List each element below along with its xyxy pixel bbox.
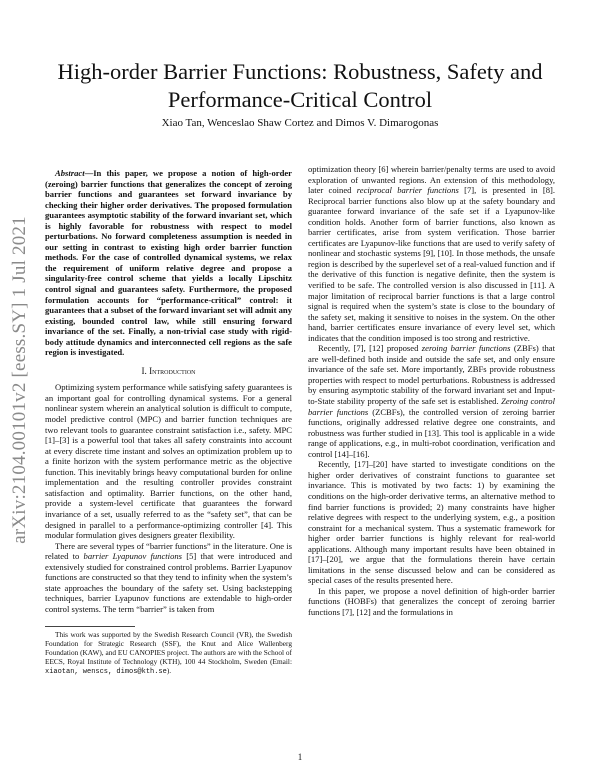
paragraph-text: [7], is presented in [8]. Reciprocal barrier functions also blow up at the safety boundary and guarantee forward invariance of the safe set if a Lyapunov-like condition holds. Another form of barrier functions, also known as barrier certificates, arise from system verification. Those barrier certificates are Lyapunov-like functions that are used to verify safety of nonlinear and stochastic systems [9], [10]. In those methods, the unsafe region is described by the superlevel set of a real-valued function and if the derivative of this function is negative definite, then the system is verified to be safe. The controlled version is also discussed in [11]. A major limitation of reciprocal barrier functions is that a large control signal is required when the system’s state is close to the boundary of the safety set, making it sensitive to noises in the system. On the other hand, barrier certificates ensure invariance of every level set, which indicates that the condition imposed is too strong and restrictive. (308, 185, 555, 343)
arxiv-identifier: arXiv:2104.00101v2 [eess.SY] 1 Jul 2021 (9, 216, 31, 544)
footnote-end: ). (166, 666, 172, 676)
paragraph-text: [5] that were introduced and extensively studied for constrained control problems. Barrier Lyapunov functions are constructed so that they tend to infinity when the system’s state approaches the boundary of the safety set. Using backstepping techniques, barrier Lyapunov functions are extendable to high-order control systems. The term “barrier” is taken from (45, 551, 292, 614)
section-heading-introduction: I. Introduction (141, 365, 196, 376)
arxiv-sidebar (5, 170, 35, 590)
paragraph-text: (ZCBFs), the controlled version of zeroing barrier functions, originally addressed relative degree one constraints, and robustness was further studied in [13]. This tool is applicable in a wide range of applications, e.g., in multi-robot coordination, verification and control [14]–[16]. (308, 406, 555, 459)
body-paragraph (308, 459, 555, 586)
footnote-emails: xiaotan, wenscs, dimos@kth.se (45, 668, 167, 677)
left-column (45, 168, 292, 677)
body-paragraph (45, 382, 292, 540)
abstract (45, 168, 292, 358)
paragraph-text: (ZBFs) that are well-defined both inside and outside the safe set, and only ensure invariance of the safe set. More importantly, ZBFs provide robustness properties with respect to model perturbations. Robustness is addressed by ensuring asymptotic stability of the forward invariant set and Input-to-State stability property of the safe set is established. (308, 343, 555, 407)
paper-title: High-order Barrier Functions: Robustness, Safety and Performance-Critical Control (57, 59, 543, 112)
emphasized-term: zeroing barrier functions (421, 343, 511, 354)
body-paragraph (308, 164, 555, 343)
emphasized-term: Zeroing control barrier functions (308, 396, 555, 417)
paragraph-text: Recently, [7], [12] proposed (318, 343, 422, 354)
paper-authors: Xiao Tan, Wenceslao Shaw Cortez and Dimos V. Dimarogonas (161, 117, 439, 129)
left-paragraphs (45, 382, 292, 614)
abstract-text: —In this paper, we propose a notion of high-order (zeroing) barrier functions that generalizes the concept of zeroing barrier functions and guarantees set forward invariance by checking their higher order derivatives. The proposed formulation guarantees asymptotic stability of the forward invariant set, which is highly favorable for robustness with respect to model perturbations. No forward completeness assumption is needed in our setting in contrast to existing high order barrier function methods. For the case of controlled dynamical systems, we relax the requirement of uniform relative degree and propose a singularity-free control scheme that yields a locally Lipschitz control signal and guarantees safety. Furthermore, the proposed formulation accounts for “performance-critical” control: it guarantees that a subset of the forward invariant set will admit any existing, bounded control law, while still ensuring forward invariance of the set. Finally, a non-trivial case study with rigid-body attitude dynamics and interconnected cell regions as the safe region is investigated. (45, 168, 292, 358)
right-paragraphs (308, 164, 555, 618)
paragraph-text: There are several types of “barrier functions” in the literature. One is related to (45, 540, 292, 562)
paragraph-text: Recently, [17]–[20] have started to investigate conditions on the higher order derivatives of constraint functions to guarantee set invariance. This is motivated by two facts: 1) by examining the conditions on the high-order derivative terms, an alternative method to find barrier functions is provided; 2) many constraints have higher relative degrees with respect to the underlying system, e.g., a position constraint for a mechanical system. Thus a systematic framework for higher order barrier functions is highly relevant for real-world applications. Although many important results have been obtained in [17]–[20], we argue that the formulations therein have certain limitations in the sense discussed below and can be considered as special cases of the results presented here. (308, 459, 555, 586)
footnote-text: This work was supported by the Swedish Research Council (VR), the Swedish Foundation for Strategic Research (SSF), the Knut and Alice Wallenberg Foundation (KAW), and EU CANOPIES project. The authors are with the School of EECS, Royal Institute of Technology (KTH), 100 44 Stockholm, Sweden (Email: (45, 630, 292, 667)
right-column (308, 164, 555, 618)
paragraph-text: optimization theory [6] wherein barrier/penalty terms are used to avoid exploration of unwanted regions. An extension of this methodology, later coined (308, 164, 555, 196)
paragraph-text: Optimizing system performance while satisfying safety guarantees is an important goal for controlling dynamical systems. For a general nonlinear system wherein an analytical solution is difficult to compute, model predictive control (MPC) and barrier function techniques are two relevant tools to guarantee constraint satisfaction i.e., safety. MPC [1]–[3] is a powerful tool that takes all safety constraints into account at every discrete time instant and solves an optimization problem up to a finite horizon with the system performance metric as the objective function. This inevitably brings heavy computational burden for online implementation and the resulting controller provides constraint satisfaction and optimality. Barrier functions, on the other hand, provide a system-level certificate that guarantees the forward invariance of a set, usually referred to as the “safety set”, that can be designed in parallel to a performance-optimizing controller [4]. This modular formulation gives designers greater flexibility. (45, 382, 292, 541)
footnote-rule (45, 626, 135, 627)
body-paragraph (308, 586, 555, 618)
emphasized-term: reciprocal barrier functions (356, 185, 459, 196)
abstract-label: Abstract (55, 168, 85, 178)
funding-footnote (45, 630, 292, 677)
page-number: 1 (297, 752, 303, 762)
body-paragraph (308, 343, 555, 459)
paragraph-text: In this paper, we propose a novel definition of high-order barrier functions (HOBFs) that generalizes the concept of zeroing barrier functions [7], [12] and the formulations in (308, 585, 555, 617)
body-paragraph (45, 541, 292, 615)
emphasized-term: barrier Lyapunov functions (83, 551, 183, 562)
